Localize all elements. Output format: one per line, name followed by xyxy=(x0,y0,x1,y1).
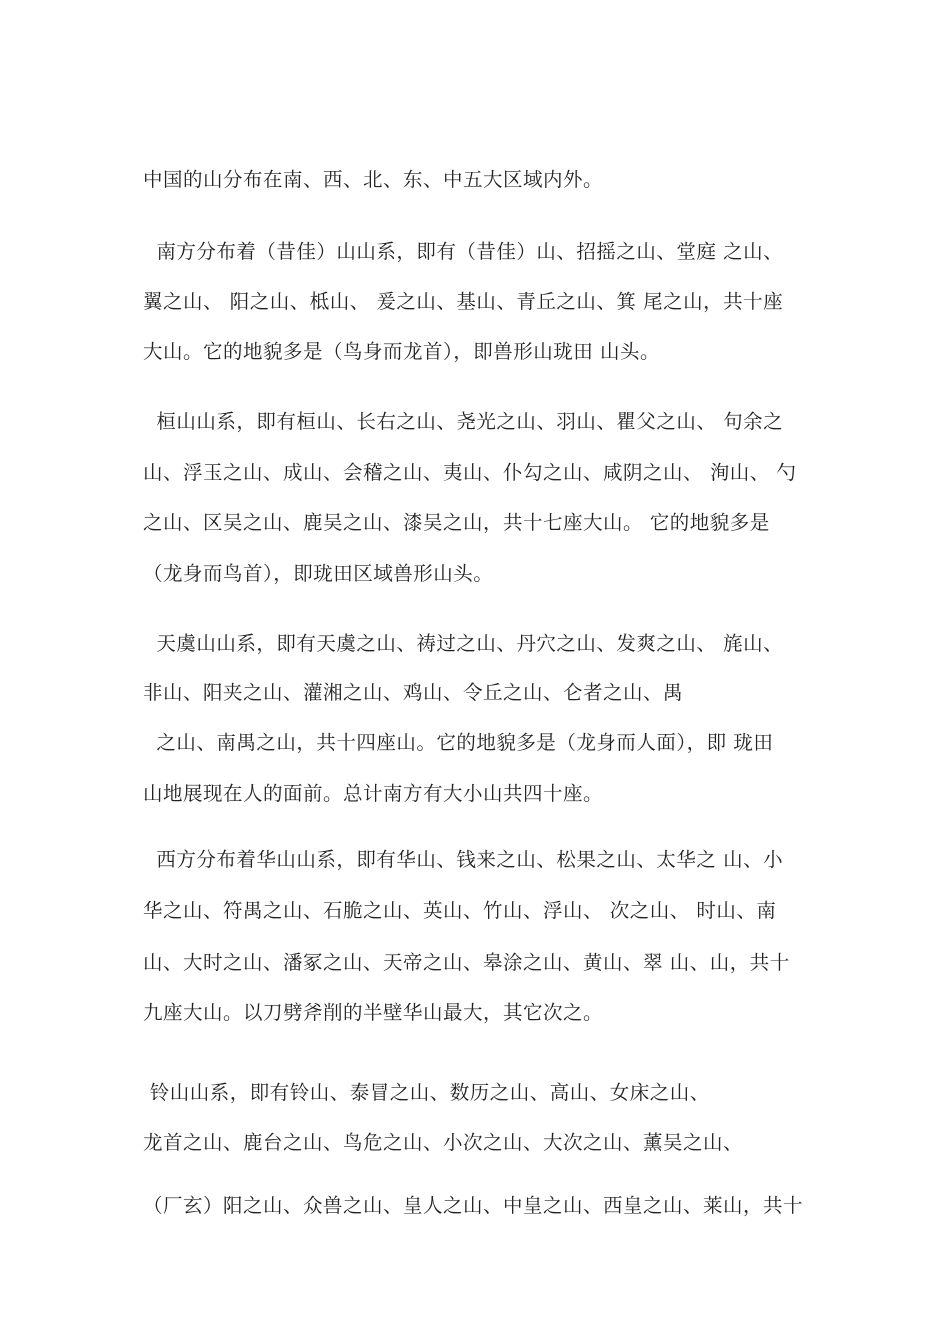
text-line: 之山、南禺之山，共十四座山。它的地貌多是（龙身而人面），即 珑田 xyxy=(143,731,774,754)
text-line: 山、浮玉之山、成山、会稽之山、夷山、仆勾之山、咸阴之山、 洵山、 勺 xyxy=(143,461,797,484)
text-line: （龙身而鸟首），即珑田区域兽形山头。 xyxy=(143,562,494,585)
text-line: 桓山山系，即有桓山、长右之山、尧光之山、羽山、瞿父之山、 句余之 xyxy=(143,410,784,433)
text-line: 之山、区吴之山、鹿吴之山、漆吴之山，共十七座大山。 它的地貌多是 xyxy=(143,511,770,534)
text-line: 天虞山山系，即有天虞之山、祷过之山、丹穴之山、发爽之山、 旄山、 xyxy=(143,632,784,655)
text-line: 翼之山、 阳之山、柢山、 爰之山、基山、青丘之山、箕 尾之山，共十座 xyxy=(143,290,784,313)
text-line: 南方分布着（昔佳）山山系，即有（昔佳）山、招摇之山、堂庭 之山、 xyxy=(143,240,784,263)
text-line: 西方分布着华山山系，即有华山、钱来之山、松果之山、太华之 山、小 xyxy=(143,848,784,871)
text-line: 大山。它的地貌多是（鸟身而龙首），即兽形山珑田 山头。 xyxy=(143,340,660,363)
text-line: 中国的山分布在南、西、北、东、中五大区域内外。 xyxy=(143,168,604,191)
text-line: 铃山山系，即有铃山、泰冒之山、数历之山、高山、女床之山、 xyxy=(143,1081,710,1104)
text-line: 山、大时之山、潘冢之山、天帝之山、皋涂之山、黄山、翠 山、山，共十 xyxy=(143,951,790,974)
text-line: 九座大山。以刀劈斧削的半壁华山最大，其它次之。 xyxy=(143,1001,604,1024)
text-line: 龙首之山、鹿台之山、鸟危之山、小次之山、大次之山、薰吴之山、 xyxy=(143,1131,744,1154)
text-line: （厂玄）阳之山、众兽之山、皇人之山、中皇之山、西皇之山、莱山，共十 xyxy=(143,1194,804,1217)
text-line: 华之山、符禺之山、石脆之山、英山、竹山、浮山、 次之山、 时山、南 xyxy=(143,899,777,922)
text-line: 非山、阳夹之山、灌湘之山、鸡山、令丘之山、仑者之山、禺 xyxy=(143,681,684,704)
text-line: 山地展现在人的面前。总计南方有大小山共四十座。 xyxy=(143,782,604,805)
